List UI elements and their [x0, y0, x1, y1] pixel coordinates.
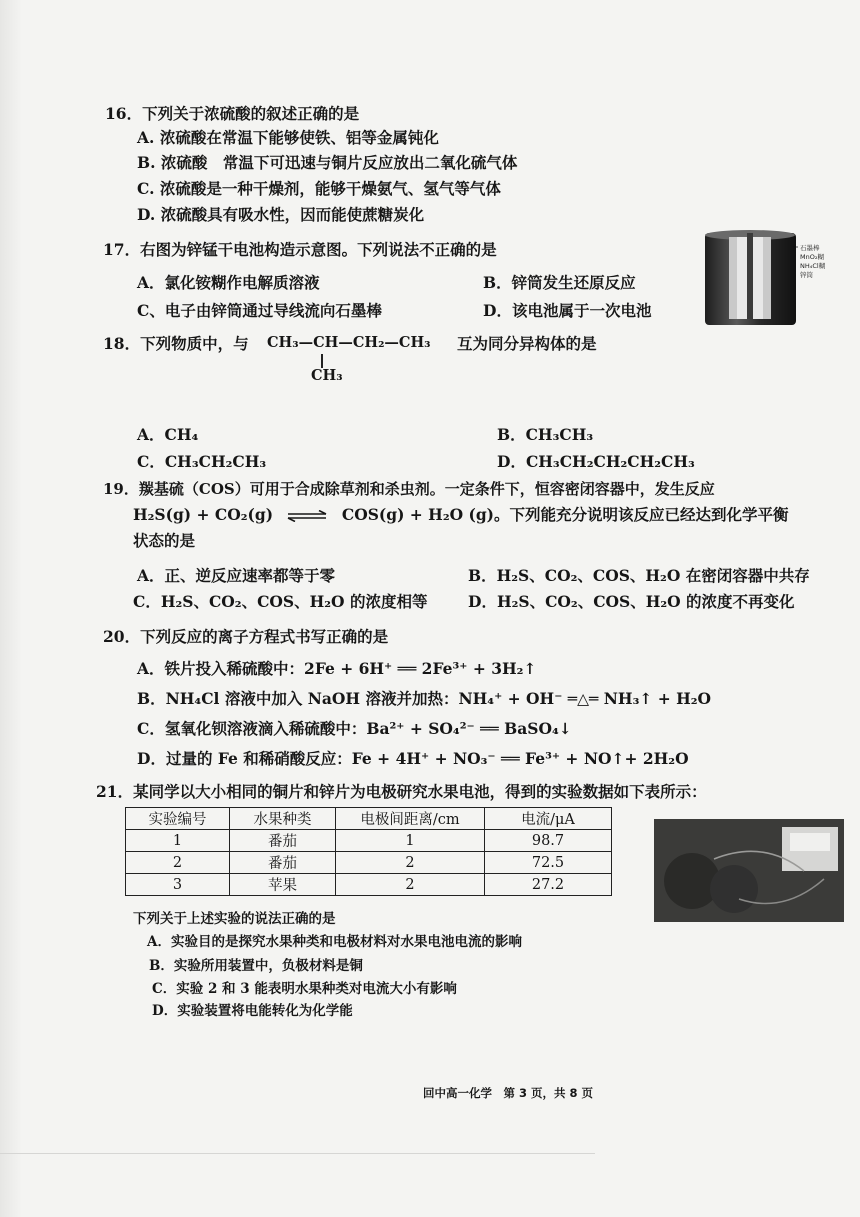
q21-stem: 21．某同学以大小相同的铜片和锌片为电极研究水果电池，得到的实验数据如下表所示：	[96, 782, 707, 801]
table-cell: 苹果	[230, 874, 336, 896]
q21-option-a: A．实验目的是探究水果种类和电极材料对水果电池电流的影响	[147, 934, 522, 950]
q20-a-text: A．铁片投入稀硫酸中：	[137, 659, 305, 678]
q18-option-b: B．CH₃CH₃	[497, 425, 594, 444]
zinc-manganese-battery-figure	[703, 229, 798, 327]
q19-stem-line3: 状态的是	[133, 531, 196, 550]
q17-option-c: C、电子由锌筒通过导线流向石墨棒	[137, 301, 382, 320]
q20-option-b	[137, 689, 711, 709]
q19-equation	[133, 505, 789, 525]
q17-option-b: B．锌筒发生还原反应	[483, 273, 636, 292]
table-cell: 2	[336, 874, 485, 896]
table-cell: 3	[126, 874, 230, 896]
scan-edge-shadow	[0, 0, 22, 1217]
table-header-cell: 实验编号	[126, 808, 230, 830]
q17-option-d: D．该电池属于一次电池	[483, 301, 652, 320]
q19-option-c: C．H₂S、CO₂、COS、H₂O 的浓度相等	[133, 592, 428, 611]
q20-option-d	[137, 749, 689, 769]
table-cell: 1	[126, 830, 230, 852]
q18-option-c: C．CH₃CH₂CH₃	[137, 452, 267, 471]
struct-main-chain: CH₃—CH—CH₂—CH₃	[267, 334, 431, 351]
q20-d-equation: Fe + 4H⁺ + NO₃⁻ ══ Fe³⁺ + NO↑+ 2H₂O	[351, 749, 689, 768]
table-row	[126, 830, 612, 852]
table-cell: 番茄	[230, 830, 336, 852]
q21-option-b: B．实验所用装置中，负极材料是铜	[149, 958, 363, 974]
table-row	[126, 852, 612, 874]
struct-branch-methyl: CH₃	[311, 367, 343, 384]
page-footer: 回中高一化学 第 3 页，共 8 页	[423, 1086, 594, 1100]
q21-option-c: C．实验 2 和 3 能表明水果种类对电流大小有影响	[152, 981, 457, 997]
q16-option-d: D. 浓硫酸具有吸水性，因而能使蔗糖炭化	[137, 205, 425, 224]
q20-c-equation: Ba²⁺ + SO₄²⁻ ══ BaSO₄↓	[366, 719, 572, 738]
q19-option-d: D．H₂S、CO₂、COS、H₂O 的浓度不再变化	[468, 592, 795, 611]
fruit-battery-photo	[654, 819, 844, 922]
q20-stem: 20．下列反应的离子方程式书写正确的是	[103, 627, 389, 646]
q16-stem: 16．下列关于浓硫酸的叙述正确的是	[105, 104, 360, 123]
q20-a-equation: 2Fe + 6H⁺ ══ 2Fe³⁺ + 3H₂↑	[304, 659, 537, 678]
q20-c-text: C．氢氧化钡溶液滴入稀硫酸中：	[137, 719, 367, 738]
table-cell: 98.7	[485, 830, 612, 852]
q20-option-a	[137, 659, 536, 679]
table-header-cell: 水果种类	[230, 808, 336, 830]
q16-option-a: A. 浓硫酸在常温下能够使铁、铝等金属钝化	[137, 128, 439, 147]
q19-eq-right: COS(g) + H₂O (g)。下列能充分说明该反应已经达到化学平衡	[341, 505, 789, 524]
table-row	[126, 874, 612, 896]
q20-b-equation: NH₄⁺ + OH⁻ ═△═ NH₃↑ + H₂O	[458, 689, 712, 708]
table-cell: 2	[126, 852, 230, 874]
label-zinc-can: 锌筒	[800, 271, 813, 279]
q17-option-a: A．氯化铵糊作电解质溶液	[137, 273, 320, 292]
q19-option-b: B．H₂S、CO₂、COS、H₂O 在密闭容器中共存	[468, 566, 810, 585]
q16-option-b: B. 浓硫酸 常温下可迅速与铜片反应放出二氧化硫气体	[137, 153, 518, 172]
q20-option-c	[137, 719, 572, 739]
battery-figure-labels	[800, 244, 825, 280]
table-cell: 番茄	[230, 852, 336, 874]
label-graphite-rod: 石墨棒	[800, 244, 820, 252]
reversible-arrow-icon	[286, 510, 328, 522]
table-header-cell: 电流/μA	[485, 808, 612, 830]
q20-d-text: D．过量的 Fe 和稀硝酸反应：	[137, 749, 352, 768]
struct-branch-bond	[321, 354, 323, 368]
q19-eq-left: H₂S(g) + CO₂(g)	[133, 505, 274, 524]
table-cell: 27.2	[485, 874, 612, 896]
q18-option-d: D．CH₃CH₂CH₂CH₂CH₃	[497, 452, 695, 471]
q18-stem: 18．下列物质中，与	[103, 334, 249, 353]
q21-option-d: D．实验装置将电能转化为化学能	[152, 1003, 353, 1019]
table-header-cell: 电极间距离/cm	[336, 808, 485, 830]
q17-stem: 17．右图为锌锰干电池构造示意图。下列说法不正确的是	[103, 240, 497, 259]
fruit-battery-data-table	[125, 807, 612, 896]
q18-stem-tail: 互为同分异构体的是	[457, 334, 597, 353]
bottom-divider	[0, 1153, 595, 1154]
label-nh4cl-paste: NH₄Cl糊	[800, 262, 826, 270]
table-cell: 72.5	[485, 852, 612, 874]
q16-option-c: C. 浓硫酸是一种干燥剂，能够干燥氨气、氢气等气体	[137, 179, 501, 198]
q19-option-a: A．正、逆反应速率都等于零	[137, 566, 336, 585]
label-mno2-paste: MnO₂糊	[800, 253, 824, 261]
q21-sub-stem: 下列关于上述实验的说法正确的是	[133, 911, 336, 927]
q18-option-a: A．CH₄	[137, 425, 199, 444]
q20-b-text: B．NH₄Cl 溶液中加入 NaOH 溶液并加热：	[137, 689, 459, 708]
q19-stem: 19．羰基硫（COS）可用于合成除草剂和杀虫剂。一定条件下，恒容密闭容器中，发生反应	[103, 480, 715, 498]
table-header-row	[126, 808, 612, 830]
table-cell: 1	[336, 830, 485, 852]
table-cell: 2	[336, 852, 485, 874]
